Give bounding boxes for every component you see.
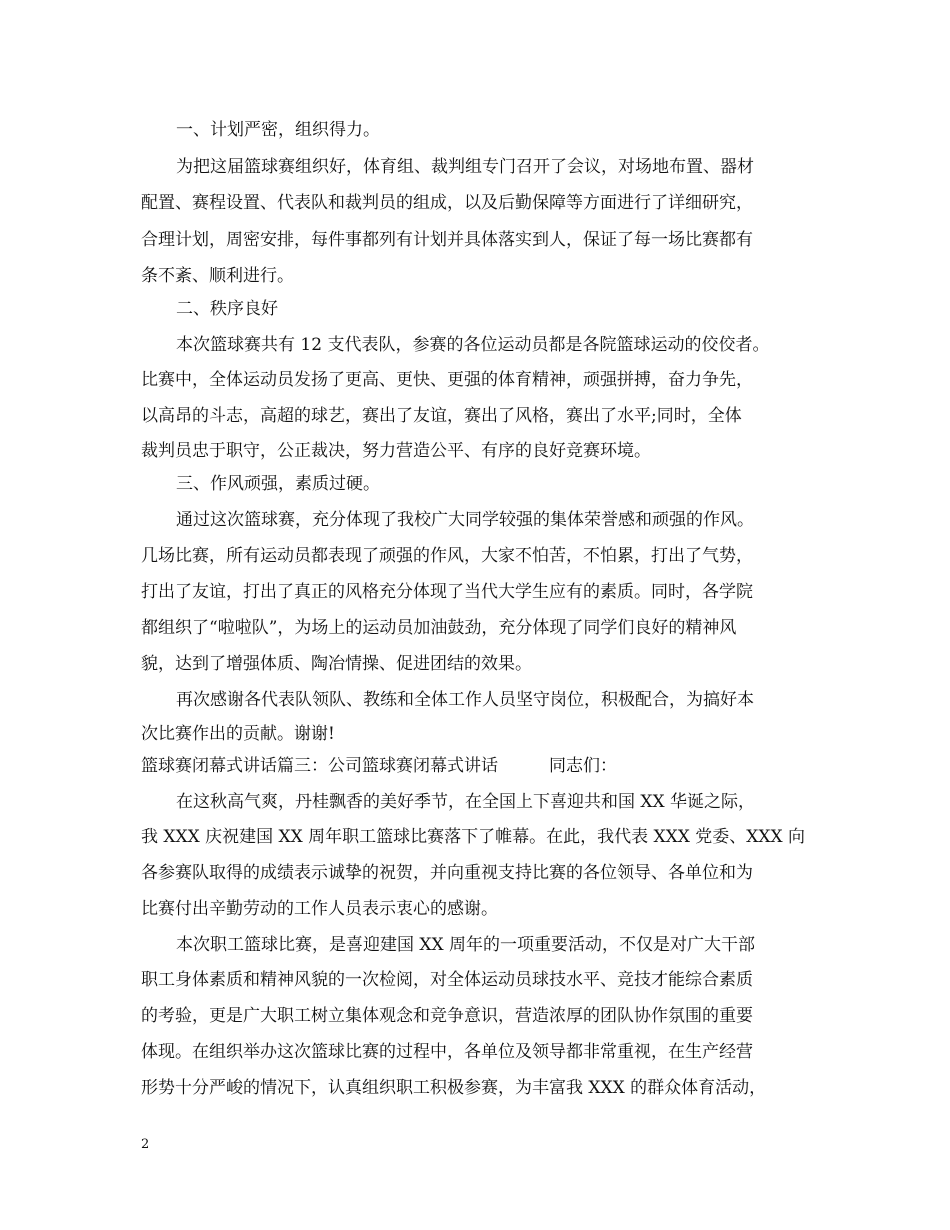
paragraph-line: 通过这次篮球赛，充分体现了我校广大同学较强的集体荣誉感和顽强的作风。 — [176, 510, 754, 530]
paragraph-line: 合理计划，周密安排，每件事都列有计划并具体落实到人，保证了每一场比赛都有 — [141, 230, 753, 250]
section-heading-3: 三、作风顽强，素质过硬。 — [176, 474, 380, 494]
paragraph-line: 本次篮球赛共有 12 支代表队，参赛的各位运动员都是各院篮球运动的佼佼者。 — [176, 335, 770, 355]
paragraph-line: 几场比赛，所有运动员都表现了顽强的作风，大家不怕苦，不怕累，打出了气势， — [141, 546, 753, 566]
paragraph-line: 在这秋高气爽，丹桂飘香的美好季节，在全国上下喜迎共和国 XX 华诞之际， — [176, 792, 756, 812]
page-number: 2 — [141, 1137, 150, 1152]
paragraph-line: 裁判员忠于职守，公正裁决，努力营造公平、有序的良好竞赛环境。 — [141, 441, 651, 461]
article-title-line: 篮球赛闭幕式讲话篇三：公司篮球赛闭幕式讲话 同志们： — [141, 756, 617, 776]
section-heading-2: 二、秩序良好 — [176, 299, 278, 319]
paragraph-line: 条不紊、顺利进行。 — [141, 266, 294, 286]
paragraph-line: 再次感谢各代表队领队、教练和全体工作人员坚守岗位，积极配合，为搞好本 — [176, 690, 754, 710]
paragraph-line: 职工身体素质和精神风貌的一次检阅，对全体运动员球技水平、竞技才能综合素质 — [141, 970, 753, 990]
paragraph-line: 形势十分严峻的情况下，认真组织职工积极参赛，为丰富我 XXX 的群众体育活动， — [141, 1078, 767, 1098]
paragraph-line: 体现。在组织举办这次篮球比赛的过程中，各单位及领导都非常重视，在生产经营 — [141, 1042, 753, 1062]
paragraph-line: 打出了友谊，打出了真正的风格充分体现了当代大学生应有的素质。同时，各学院 — [141, 582, 753, 602]
paragraph-line: 都组织了“啦啦队”，为场上的运动员加油鼓劲，充分体现了同学们良好的精神风 — [141, 618, 737, 638]
paragraph-line: 配置、赛程设置、代表队和裁判员的组成，以及后勤保障等方面进行了详细研究， — [141, 193, 753, 213]
paragraph-line: 以高昂的斗志，高超的球艺，赛出了友谊，赛出了风格，赛出了水平;同时，全体 — [141, 406, 742, 426]
paragraph-line: 的考验，更是广大职工树立集体观念和竞争意识，营造浓厚的团队协作氛围的重要 — [141, 1006, 753, 1026]
paragraph-line: 各参赛队取得的成绩表示诚挚的祝贺，并向重视支持比赛的各位领导、各单位和为 — [141, 863, 753, 883]
paragraph-line: 比赛付出辛勤劳动的工作人员表示衷心的感谢。 — [141, 899, 498, 919]
paragraph-line: 次比赛作出的贡献。谢谢! — [141, 724, 335, 744]
paragraph-line: 比赛中，全体运动员发扬了更高、更快、更强的体育精神，顽强拼搏，奋力争先， — [141, 370, 753, 390]
paragraph-line: 本次职工篮球比赛，是喜迎建国 XX 周年的一项重要活动，不仅是对广大干部 — [176, 935, 756, 955]
paragraph-line: 貌，达到了增强体质、陶冶情操、促进团结的效果。 — [141, 654, 532, 674]
section-heading-1: 一、计划严密，组织得力。 — [176, 120, 380, 140]
paragraph-line: 为把这届篮球赛组织好，体育组、裁判组专门召开了会议，对场地布置、器材 — [176, 157, 754, 177]
paragraph-line: 我 XXX 庆祝建国 XX 周年职工篮球比赛落下了帷幕。在此，我代表 XXX 党委、XXX 向 — [141, 827, 805, 847]
